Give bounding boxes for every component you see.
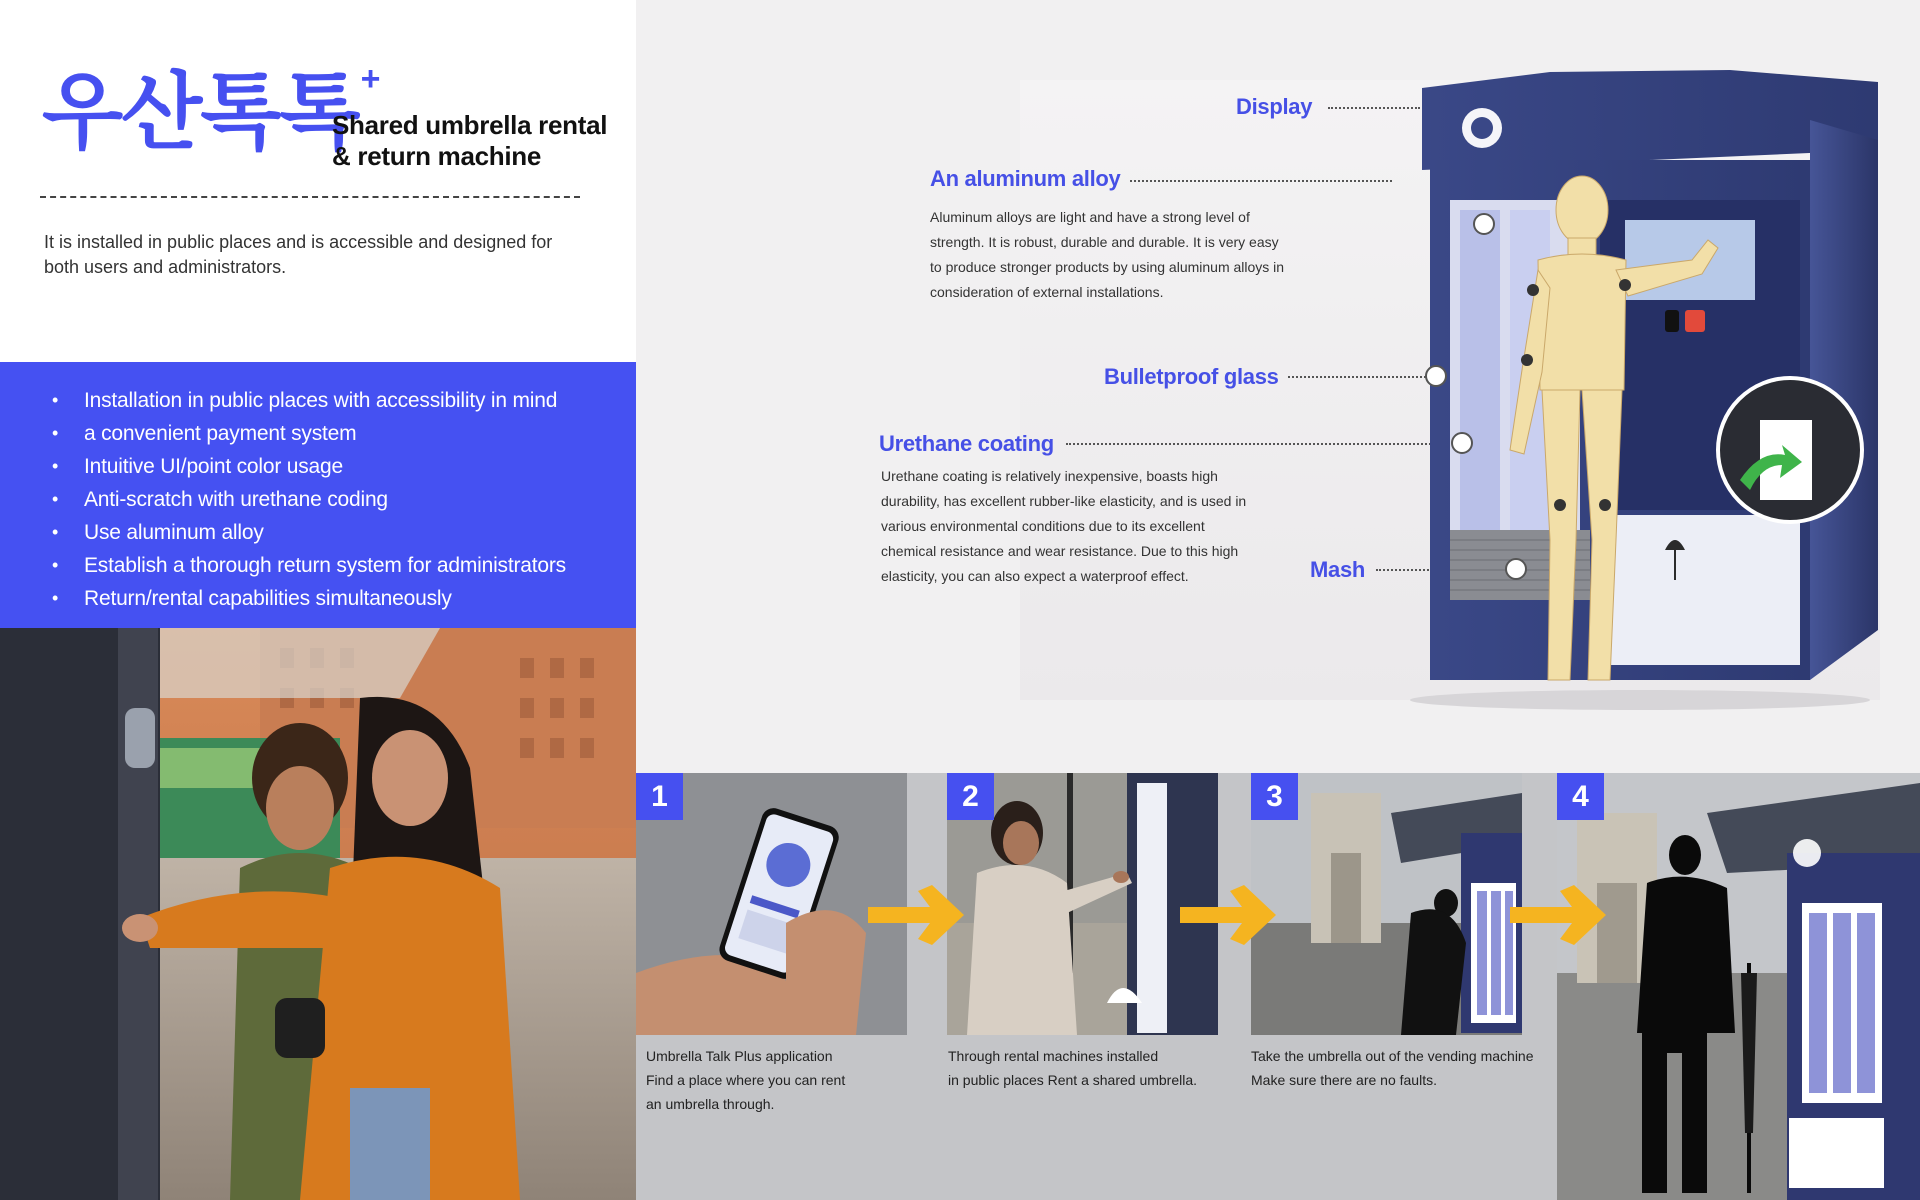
brand-subtitle: [332, 110, 607, 172]
feature-item: • Installation in public places with accessibility in mind: [50, 384, 636, 417]
step-caption-line: Umbrella Talk Plus application: [646, 1048, 833, 1064]
step-number-badge: 3: [1251, 773, 1298, 820]
leader-line-aluminum: [1130, 180, 1392, 182]
step-2-caption: [948, 1044, 1197, 1092]
step-caption-line: Find a place where you can rent: [646, 1072, 846, 1088]
feature-item: • Intuitive UI/point color usage: [50, 450, 636, 483]
feature-list: [50, 384, 636, 615]
callout-urethane-description: Urethane coating is relatively inexpensive, boasts high durability, has excellent rubber-like elasticity, and is used in various environmental conditions due to its excellent chemical resistance and wear resistance. Due to this high elasticity, you can also expect a waterproof effect.: [881, 468, 1247, 584]
step-number-badge: 1: [636, 773, 683, 820]
feature-item: • Return/rental capabilities simultaneously: [50, 582, 636, 615]
feature-item: • Anti-scratch with urethane coding: [50, 483, 636, 516]
leader-line-display: [1328, 107, 1420, 109]
callout-mash: Mash: [1310, 557, 1366, 582]
leader-line-glass: [1288, 376, 1426, 378]
brand-name-korean: 우산톡톡: [42, 63, 359, 161]
callout-display: Display: [1236, 94, 1313, 119]
callout-urethane-title: Urethane coating: [879, 431, 1054, 456]
intro-text: It is installed in public places and is accessible and designed for both users and administrators.: [44, 232, 553, 277]
feature-item: • Use aluminum alloy: [50, 516, 636, 549]
dashed-divider: [40, 196, 580, 198]
umbrella-kiosk-illustration: [1410, 60, 1890, 710]
step-3-caption: [1251, 1044, 1534, 1092]
brand-plus-mark: +: [360, 60, 381, 98]
step-caption-line: in public places Rent a shared umbrella.: [948, 1072, 1198, 1088]
step-number-badge: 4: [1557, 773, 1604, 820]
brand-logo: [42, 60, 381, 161]
step-caption-line: an umbrella through.: [646, 1096, 775, 1112]
callout-aluminum-description: Aluminum alloys are light and have a strong level of strength. It is robust, durable and durable. It is very easy to produce stronger products by using aluminum alloys in consideration of external installations.: [930, 209, 1285, 300]
leader-line-urethane: [1066, 443, 1454, 445]
step-caption-line: Through rental machines installed: [948, 1048, 1159, 1064]
brand-subtitle-line1: Shared umbrella rental: [332, 110, 608, 140]
callout-bulletproof-glass: Bulletproof glass: [1104, 364, 1279, 389]
intro-panel: [0, 0, 636, 362]
arrow-right-icon: [1510, 885, 1610, 945]
step-caption-line: Make sure there are no faults.: [1251, 1072, 1437, 1088]
arrow-right-icon: [868, 885, 968, 945]
step-1-caption: [646, 1044, 845, 1116]
step-4-photo-person-with-umbrella: [1557, 773, 1920, 1200]
photo-people-using-kiosk: [0, 628, 636, 1200]
feature-item: • a convenient payment system: [50, 417, 636, 450]
step-caption-line: Take the umbrella out of the vending machine: [1251, 1048, 1534, 1064]
feature-list-panel: [0, 362, 636, 628]
step-number-badge: 2: [947, 773, 994, 820]
callout-aluminum-title: An aluminum alloy: [930, 166, 1121, 191]
feature-item: • Establish a thorough return system for administrators: [50, 549, 636, 582]
brand-subtitle-line2: & return machine: [332, 141, 542, 171]
arrow-right-icon: [1180, 885, 1280, 945]
